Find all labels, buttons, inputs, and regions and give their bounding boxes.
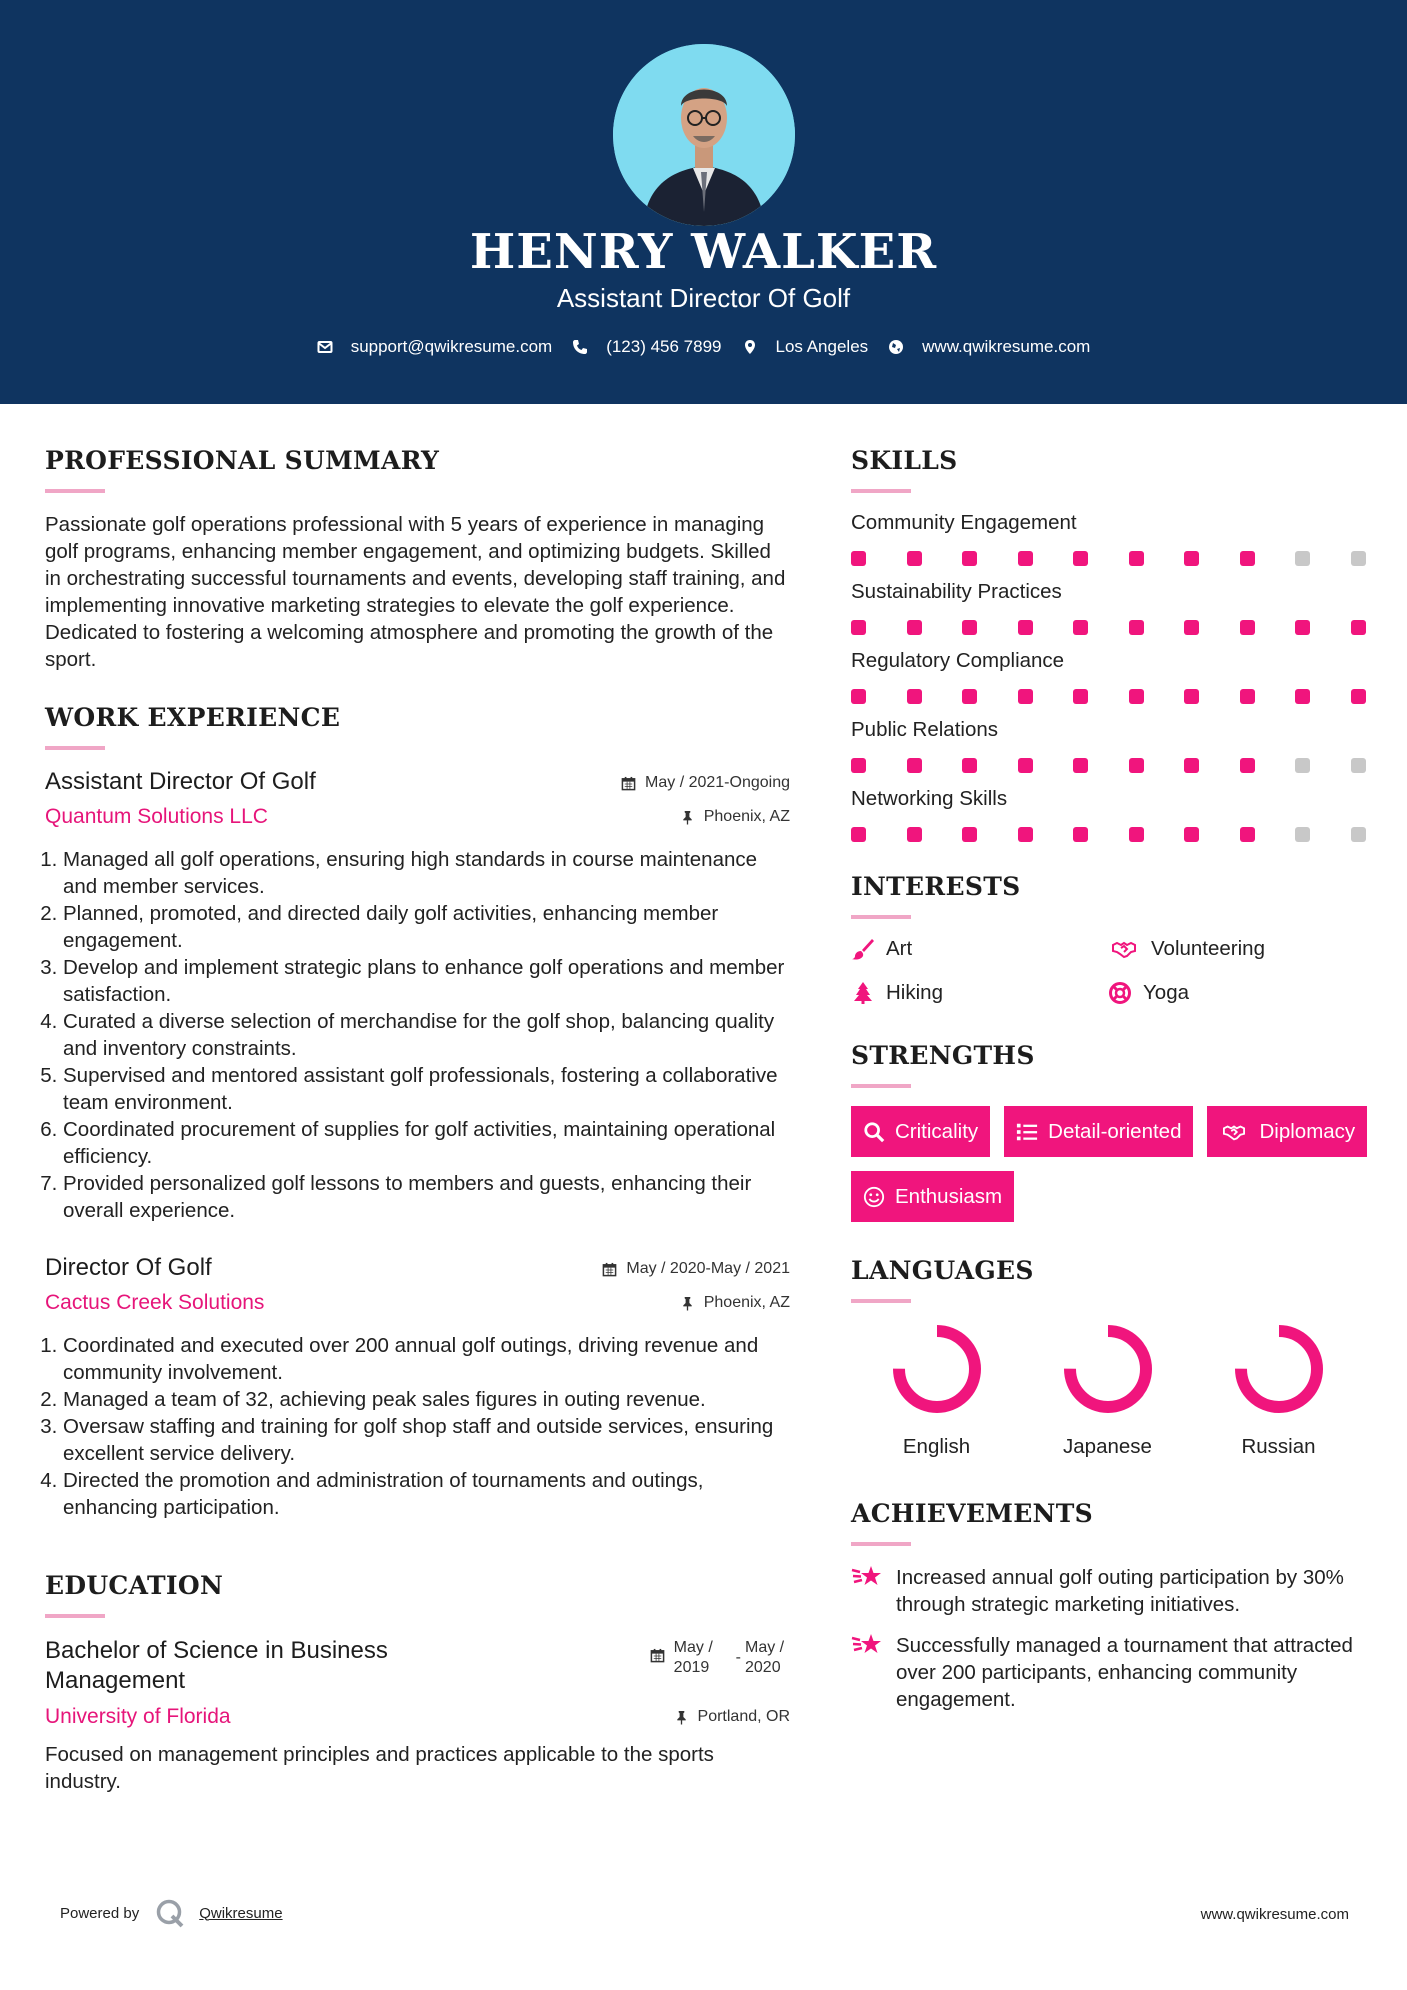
handshake-icon [1219,1121,1249,1143]
job-location: Phoenix, AZ [680,1294,790,1312]
shooting-star-icon [851,1630,885,1660]
section-underline [45,746,105,750]
interest-item: Art [851,937,1108,961]
globe-icon [888,339,904,355]
skill-rating [851,758,1366,773]
list-item: 4. Directed the promotion and administration of tournaments and outings, enhancing participation. [63,1467,790,1521]
rating-dot-filled [1018,689,1033,704]
rating-dot-empty [1351,827,1366,842]
rating-dot-filled [1129,620,1144,635]
language-name: English [902,1435,971,1458]
rating-dot-empty [1351,758,1366,773]
list-item: 6. Coordinated procurement of supplies for golf activities, maintaining operational efficiency. [63,1116,790,1170]
map-pin-icon [742,339,758,355]
skill-rating [851,689,1366,704]
phone-text: (123) 456 7899 [606,337,722,356]
achievement-item: Successfully managed a tournament that attracted over 200 participants, enhancing community engagement. [851,1632,1371,1713]
skill-name: Sustainability Practices [851,580,1062,603]
list-icon [1016,1121,1038,1143]
job-dates: May / 2021-Ongoing [621,774,790,792]
rating-dot-filled [851,758,866,773]
list-item: 1. Coordinated and executed over 200 annual golf outings, driving revenue and community involvement. [63,1332,790,1386]
strength-badge: Diplomacy [1207,1106,1367,1157]
language-level-arc [899,1331,975,1407]
strength-badge: Detail-oriented [1004,1106,1193,1157]
rating-dot-filled [1184,551,1199,566]
skill-name: Community Engagement [851,511,1077,534]
rating-dot-filled [907,620,922,635]
section-title-languages: LANGUAGES [851,1256,1034,1285]
rating-dot-filled [1184,620,1199,635]
rating-dot-filled [907,758,922,773]
list-item: 5. Supervised and mentored assistant golf professionals, fostering a collaborative team environment. [63,1062,790,1116]
qwikresume-link[interactable]: Qwikresume [199,1904,283,1922]
rating-dot-filled [907,689,922,704]
rating-dot-filled [962,689,977,704]
rating-dot-filled [851,551,866,566]
strength-badge: Enthusiasm [851,1171,1014,1222]
left-column [45,404,790,1795]
language-level-arc [1241,1331,1317,1407]
rating-dot-filled [962,827,977,842]
language-item [1022,1321,1193,1459]
section-underline [851,1299,911,1303]
achievement-item: Increased annual golf outing participation by 30% through strategic marketing initiatives. [851,1564,1371,1618]
education-location: Portland, OR [674,1708,790,1726]
email-text: support@qwikresume.com [350,337,553,356]
section-title-education: EDUCATION [45,1571,224,1600]
footer-website[interactable]: www.qwikresume.com [1200,1906,1349,1923]
education-description: Focused on management principles and practices applicable to the sports industry. [45,1743,714,1793]
list-item: 2. Planned, promoted, and directed daily golf activities, enhancing member engagement. [63,900,790,954]
languages-section [851,1256,1371,1459]
list-item: 2. Managed a team of 32, achieving peak sales figures in outing revenue. [63,1386,790,1413]
envelope-icon [317,339,333,355]
duty-list [45,1332,790,1521]
tree-icon [851,981,875,1005]
rating-dot-filled [1018,827,1033,842]
rating-dot-filled [962,620,977,635]
rating-dot-empty [1295,827,1310,842]
rating-dot-filled [1240,551,1255,566]
list-item: 7. Provided personalized golf lessons to members and guests, enhancing their overall experience. [63,1170,790,1224]
rating-dot-filled [1073,551,1088,566]
website-text: www.qwikresume.com [922,337,1091,356]
skill-name: Public Relations [851,718,998,741]
rating-dot-filled [1240,620,1255,635]
section-title-achievements: ACHIEVEMENTS [851,1499,1093,1528]
paintbrush-icon [851,937,875,961]
calendar-icon [650,1648,665,1663]
rating-dot-filled [1351,689,1366,704]
rating-dot-filled [907,827,922,842]
rating-dot-filled [1073,689,1088,704]
language-item [1193,1321,1364,1459]
resume-header [0,0,1407,404]
rating-dot-empty [1351,551,1366,566]
skill-name: Networking Skills [851,787,1008,810]
achievements-section [851,1499,1371,1713]
degree-title: Bachelor of Science in Business Management [45,1637,388,1694]
language-level-ring [889,1321,985,1417]
pushpin-icon [680,1296,695,1311]
contact-website[interactable] [888,337,1090,357]
skills-list [851,511,1371,842]
education-dates: May / 2019 - May / 2020 [650,1638,790,1678]
interest-item: Yoga [1108,981,1365,1005]
work-section [45,703,790,1521]
summary-text: Passionate golf operations professional with 5 years of experience in managing golf programs, enhancing member engagement, and optimizing budgets. Skilled in orchestrating successful tournaments and events, developing staff training, and implementing innovative marketing strategies to elevate the golf experience. Dedicated to fostering a welcoming atmosphere and promoting the growth of the sport. [45,513,786,671]
language-name: Japanese [1063,1435,1152,1458]
interest-item: Volunteering [1108,937,1365,961]
strengths-section [851,1041,1371,1222]
candidate-name: HENRY WALKER [469,224,938,280]
section-title-skills: SKILLS [851,446,958,475]
handshake-icon [1108,937,1140,961]
skills-section [851,446,1371,842]
company-name: Cactus Creek Solutions [45,1291,265,1314]
interest-item: Hiking [851,981,1108,1005]
rating-dot-filled [851,827,866,842]
rating-dot-filled [1240,689,1255,704]
contact-phone[interactable] [572,337,721,357]
calendar-icon [602,1262,617,1277]
rating-dot-filled [851,689,866,704]
rating-dot-filled [1184,689,1199,704]
language-item [851,1321,1022,1459]
section-title-strengths: STRENGTHS [851,1041,1035,1070]
strength-badge: Criticality [851,1106,990,1157]
rating-dot-filled [1240,758,1255,773]
footer-powered-by: Powered by Qwikresume [60,1898,283,1928]
school-name: University of Florida [45,1705,231,1728]
rating-dot-filled [1018,758,1033,773]
section-underline [45,1614,105,1618]
rating-dot-filled [1018,551,1033,566]
rating-dot-filled [1129,827,1144,842]
section-underline [45,489,105,493]
location-text: Los Angeles [775,337,869,356]
duty-list [45,846,790,1224]
section-underline [851,1542,911,1546]
rating-dot-filled [1129,689,1144,704]
section-title-interests: INTERESTS [851,872,1021,901]
rating-dot-filled [1129,551,1144,566]
contact-location [742,337,869,357]
rating-dot-filled [851,620,866,635]
search-icon [863,1121,885,1143]
rating-dot-filled [907,551,922,566]
language-name: Russian [1241,1435,1316,1458]
rating-dot-filled [1240,827,1255,842]
skill-rating [851,827,1366,842]
list-item: 3. Develop and implement strategic plans to enhance golf operations and member satisfaction. [63,954,790,1008]
job-title: Assistant Director Of Golf [45,768,316,795]
skill-rating [851,620,1366,635]
section-title-summary: PROFESSIONAL SUMMARY [45,446,440,475]
language-level-arc [1070,1331,1146,1407]
contact-email[interactable] [317,337,553,357]
section-underline [851,915,911,919]
language-level-ring [1060,1321,1156,1417]
smile-icon [863,1186,885,1208]
rating-dot-filled [1184,827,1199,842]
job-location: Phoenix, AZ [680,808,790,826]
skill-name: Regulatory Compliance [851,649,1065,672]
rating-dot-filled [1073,620,1088,635]
rating-dot-filled [1184,758,1199,773]
rating-dot-filled [1295,620,1310,635]
section-title-work: WORK EXPERIENCE [45,703,341,732]
list-item: 4. Curated a diverse selection of merchandise for the golf shop, balancing quality and inventory constraints. [63,1008,790,1062]
calendar-icon [621,776,636,791]
education-section [45,1571,790,1795]
job-dates: May / 2020-May / 2021 [602,1260,790,1278]
list-item: 3. Oversaw staffing and training for golf shop staff and outside services, ensuring excellent service delivery. [63,1413,790,1467]
languages-list [851,1321,1371,1459]
rating-dot-filled [1018,620,1033,635]
pushpin-icon [680,810,695,825]
rating-dot-empty [1295,551,1310,566]
rating-dot-filled [1351,620,1366,635]
language-level-ring [1231,1321,1327,1417]
rating-dot-filled [1295,689,1310,704]
skill-rating [851,551,1366,566]
pushpin-icon [674,1710,689,1725]
company-name: Quantum Solutions LLC [45,805,268,828]
job-entry [45,1254,790,1521]
candidate-title: Assistant Director Of Golf [556,283,851,313]
contact-bar [0,337,1407,357]
job-entry [45,768,790,1224]
rating-dot-filled [962,758,977,773]
rating-dot-filled [962,551,977,566]
list-item: 1. Managed all golf operations, ensuring high standards in course maintenance and member services. [63,846,790,900]
rating-dot-filled [1129,758,1144,773]
qwikresume-logo-icon [155,1898,185,1928]
profile-photo [613,44,795,226]
lifering-icon [1108,981,1132,1005]
interests-section [851,872,1371,1005]
section-underline [851,489,911,493]
rating-dot-empty [1295,758,1310,773]
job-title: Director Of Golf [45,1254,212,1281]
phone-icon [572,339,588,355]
right-column [851,404,1371,1727]
summary-section [45,446,790,673]
section-underline [851,1084,911,1088]
rating-dot-filled [1073,758,1088,773]
rating-dot-filled [1073,827,1088,842]
shooting-star-icon [851,1562,885,1592]
